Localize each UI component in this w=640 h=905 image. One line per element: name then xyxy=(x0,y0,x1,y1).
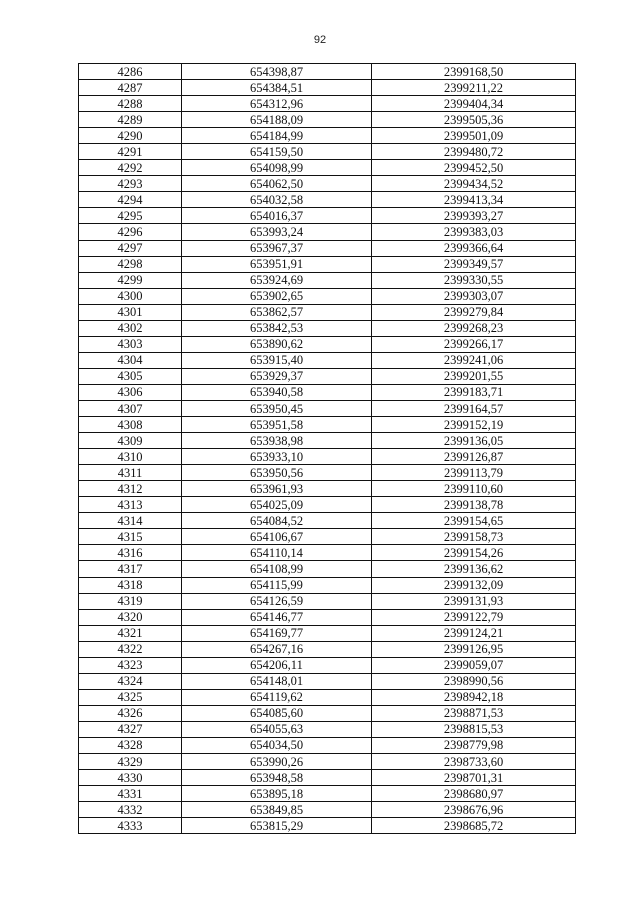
table-row xyxy=(79,192,576,208)
y-coordinate-cell: 2399266,17 xyxy=(372,336,576,352)
table-row xyxy=(79,400,576,416)
y-coordinate-cell: 2399168,50 xyxy=(372,64,576,80)
x-coordinate-cell: 654206,11 xyxy=(182,657,372,673)
x-coordinate-cell: 654159,50 xyxy=(182,144,372,160)
table-row xyxy=(79,513,576,529)
point-number-cell: 4316 xyxy=(79,545,182,561)
x-coordinate-cell: 654055,63 xyxy=(182,721,372,737)
point-number-cell: 4301 xyxy=(79,304,182,320)
point-number-cell: 4330 xyxy=(79,770,182,786)
point-number-cell: 4309 xyxy=(79,433,182,449)
table-row xyxy=(79,705,576,721)
y-coordinate-cell: 2399136,05 xyxy=(372,433,576,449)
x-coordinate-cell: 654126,59 xyxy=(182,593,372,609)
x-coordinate-cell: 654184,99 xyxy=(182,128,372,144)
y-coordinate-cell: 2399505,36 xyxy=(372,112,576,128)
table-row xyxy=(79,770,576,786)
y-coordinate-cell: 2399059,07 xyxy=(372,657,576,673)
table-row xyxy=(79,737,576,753)
y-coordinate-cell: 2399136,62 xyxy=(372,561,576,577)
table-row xyxy=(79,673,576,689)
x-coordinate-cell: 653815,29 xyxy=(182,818,372,834)
x-coordinate-cell: 654085,60 xyxy=(182,705,372,721)
table-row xyxy=(79,304,576,320)
table-row xyxy=(79,352,576,368)
table-row xyxy=(79,176,576,192)
table-row xyxy=(79,144,576,160)
y-coordinate-cell: 2399164,57 xyxy=(372,400,576,416)
table-row xyxy=(79,786,576,802)
point-number-cell: 4296 xyxy=(79,224,182,240)
table-row xyxy=(79,160,576,176)
x-coordinate-cell: 653950,56 xyxy=(182,465,372,481)
x-coordinate-cell: 653915,40 xyxy=(182,352,372,368)
x-coordinate-cell: 653951,58 xyxy=(182,417,372,433)
point-number-cell: 4306 xyxy=(79,384,182,400)
table-row xyxy=(79,609,576,625)
y-coordinate-cell: 2399452,50 xyxy=(372,160,576,176)
x-coordinate-cell: 653993,24 xyxy=(182,224,372,240)
table-row xyxy=(79,449,576,465)
point-number-cell: 4327 xyxy=(79,721,182,737)
coordinates-table xyxy=(78,63,576,834)
y-coordinate-cell: 2398779,98 xyxy=(372,737,576,753)
y-coordinate-cell: 2399126,87 xyxy=(372,449,576,465)
x-coordinate-cell: 654312,96 xyxy=(182,96,372,112)
point-number-cell: 4322 xyxy=(79,641,182,657)
point-number-cell: 4324 xyxy=(79,673,182,689)
table-row xyxy=(79,465,576,481)
table-row xyxy=(79,481,576,497)
x-coordinate-cell: 653895,18 xyxy=(182,786,372,802)
y-coordinate-cell: 2399241,06 xyxy=(372,352,576,368)
point-number-cell: 4315 xyxy=(79,529,182,545)
x-coordinate-cell: 654188,09 xyxy=(182,112,372,128)
y-coordinate-cell: 2399152,19 xyxy=(372,417,576,433)
x-coordinate-cell: 653849,85 xyxy=(182,802,372,818)
x-coordinate-cell: 654384,51 xyxy=(182,80,372,96)
y-coordinate-cell: 2399413,34 xyxy=(372,192,576,208)
x-coordinate-cell: 653902,65 xyxy=(182,288,372,304)
y-coordinate-cell: 2399501,09 xyxy=(372,128,576,144)
x-coordinate-cell: 654108,99 xyxy=(182,561,372,577)
page-number: 92 xyxy=(313,34,327,46)
x-coordinate-cell: 653938,98 xyxy=(182,433,372,449)
point-number-cell: 4326 xyxy=(79,705,182,721)
point-number-cell: 4305 xyxy=(79,368,182,384)
table-row xyxy=(79,64,576,80)
y-coordinate-cell: 2399201,55 xyxy=(372,368,576,384)
point-number-cell: 4328 xyxy=(79,737,182,753)
x-coordinate-cell: 654398,87 xyxy=(182,64,372,80)
point-number-cell: 4303 xyxy=(79,336,182,352)
point-number-cell: 4317 xyxy=(79,561,182,577)
y-coordinate-cell: 2399154,26 xyxy=(372,545,576,561)
point-number-cell: 4287 xyxy=(79,80,182,96)
table-row xyxy=(79,754,576,770)
point-number-cell: 4302 xyxy=(79,320,182,336)
x-coordinate-cell: 654062,50 xyxy=(182,176,372,192)
table-row xyxy=(79,112,576,128)
y-coordinate-cell: 2399279,84 xyxy=(372,304,576,320)
x-coordinate-cell: 653924,69 xyxy=(182,272,372,288)
y-coordinate-cell: 2399110,60 xyxy=(372,481,576,497)
x-coordinate-cell: 653862,57 xyxy=(182,304,372,320)
point-number-cell: 4321 xyxy=(79,625,182,641)
table-row xyxy=(79,433,576,449)
x-coordinate-cell: 653948,58 xyxy=(182,770,372,786)
x-coordinate-cell: 653961,93 xyxy=(182,481,372,497)
x-coordinate-cell: 654146,77 xyxy=(182,609,372,625)
x-coordinate-cell: 653990,26 xyxy=(182,754,372,770)
table-row xyxy=(79,96,576,112)
x-coordinate-cell: 654098,99 xyxy=(182,160,372,176)
x-coordinate-cell: 653940,58 xyxy=(182,384,372,400)
y-coordinate-cell: 2399211,22 xyxy=(372,80,576,96)
y-coordinate-cell: 2399158,73 xyxy=(372,529,576,545)
y-coordinate-cell: 2399131,93 xyxy=(372,593,576,609)
point-number-cell: 4290 xyxy=(79,128,182,144)
point-number-cell: 4304 xyxy=(79,352,182,368)
table-row xyxy=(79,368,576,384)
point-number-cell: 4325 xyxy=(79,689,182,705)
y-coordinate-cell: 2399183,71 xyxy=(372,384,576,400)
y-coordinate-cell: 2398733,60 xyxy=(372,754,576,770)
point-number-cell: 4289 xyxy=(79,112,182,128)
table-row xyxy=(79,288,576,304)
y-coordinate-cell: 2399434,52 xyxy=(372,176,576,192)
x-coordinate-cell: 654115,99 xyxy=(182,577,372,593)
point-number-cell: 4319 xyxy=(79,593,182,609)
y-coordinate-cell: 2399393,27 xyxy=(372,208,576,224)
point-number-cell: 4299 xyxy=(79,272,182,288)
x-coordinate-cell: 654148,01 xyxy=(182,673,372,689)
point-number-cell: 4292 xyxy=(79,160,182,176)
y-coordinate-cell: 2398942,18 xyxy=(372,689,576,705)
y-coordinate-cell: 2399124,21 xyxy=(372,625,576,641)
table-row xyxy=(79,417,576,433)
point-number-cell: 4323 xyxy=(79,657,182,673)
x-coordinate-cell: 654016,37 xyxy=(182,208,372,224)
x-coordinate-cell: 653933,10 xyxy=(182,449,372,465)
point-number-cell: 4331 xyxy=(79,786,182,802)
point-number-cell: 4295 xyxy=(79,208,182,224)
x-coordinate-cell: 653950,45 xyxy=(182,400,372,416)
point-number-cell: 4332 xyxy=(79,802,182,818)
point-number-cell: 4294 xyxy=(79,192,182,208)
y-coordinate-cell: 2398676,96 xyxy=(372,802,576,818)
y-coordinate-cell: 2399268,23 xyxy=(372,320,576,336)
point-number-cell: 4320 xyxy=(79,609,182,625)
y-coordinate-cell: 2398815,53 xyxy=(372,721,576,737)
table-row xyxy=(79,545,576,561)
y-coordinate-cell: 2398685,72 xyxy=(372,818,576,834)
point-number-cell: 4297 xyxy=(79,240,182,256)
table-row xyxy=(79,593,576,609)
x-coordinate-cell: 654034,50 xyxy=(182,737,372,753)
point-number-cell: 4310 xyxy=(79,449,182,465)
coordinates-table-body xyxy=(79,64,576,834)
x-coordinate-cell: 654267,16 xyxy=(182,641,372,657)
y-coordinate-cell: 2399366,64 xyxy=(372,240,576,256)
y-coordinate-cell: 2399138,78 xyxy=(372,497,576,513)
x-coordinate-cell: 654032,58 xyxy=(182,192,372,208)
x-coordinate-cell: 653890,62 xyxy=(182,336,372,352)
y-coordinate-cell: 2398871,53 xyxy=(372,705,576,721)
y-coordinate-cell: 2399154,65 xyxy=(372,513,576,529)
y-coordinate-cell: 2398680,97 xyxy=(372,786,576,802)
y-coordinate-cell: 2399383,03 xyxy=(372,224,576,240)
table-row xyxy=(79,336,576,352)
x-coordinate-cell: 654084,52 xyxy=(182,513,372,529)
table-row xyxy=(79,818,576,834)
point-number-cell: 4307 xyxy=(79,400,182,416)
table-row xyxy=(79,272,576,288)
table-row xyxy=(79,721,576,737)
table-row xyxy=(79,80,576,96)
point-number-cell: 4308 xyxy=(79,417,182,433)
y-coordinate-cell: 2398990,56 xyxy=(372,673,576,689)
x-coordinate-cell: 654106,67 xyxy=(182,529,372,545)
table-row xyxy=(79,689,576,705)
table-row xyxy=(79,128,576,144)
y-coordinate-cell: 2399303,07 xyxy=(372,288,576,304)
x-coordinate-cell: 653929,37 xyxy=(182,368,372,384)
y-coordinate-cell: 2399349,57 xyxy=(372,256,576,272)
y-coordinate-cell: 2398701,31 xyxy=(372,770,576,786)
table-row xyxy=(79,657,576,673)
x-coordinate-cell: 653951,91 xyxy=(182,256,372,272)
x-coordinate-cell: 654119,62 xyxy=(182,689,372,705)
table-row xyxy=(79,497,576,513)
x-coordinate-cell: 653842,53 xyxy=(182,320,372,336)
x-coordinate-cell: 653967,37 xyxy=(182,240,372,256)
point-number-cell: 4288 xyxy=(79,96,182,112)
x-coordinate-cell: 654110,14 xyxy=(182,545,372,561)
point-number-cell: 4318 xyxy=(79,577,182,593)
point-number-cell: 4311 xyxy=(79,465,182,481)
y-coordinate-cell: 2399132,09 xyxy=(372,577,576,593)
y-coordinate-cell: 2399113,79 xyxy=(372,465,576,481)
table-row xyxy=(79,641,576,657)
point-number-cell: 4298 xyxy=(79,256,182,272)
y-coordinate-cell: 2399404,34 xyxy=(372,96,576,112)
table-row xyxy=(79,256,576,272)
point-number-cell: 4300 xyxy=(79,288,182,304)
point-number-cell: 4291 xyxy=(79,144,182,160)
x-coordinate-cell: 654025,09 xyxy=(182,497,372,513)
table-row xyxy=(79,320,576,336)
table-row xyxy=(79,529,576,545)
point-number-cell: 4314 xyxy=(79,513,182,529)
table-row xyxy=(79,577,576,593)
y-coordinate-cell: 2399126,95 xyxy=(372,641,576,657)
x-coordinate-cell: 654169,77 xyxy=(182,625,372,641)
point-number-cell: 4293 xyxy=(79,176,182,192)
y-coordinate-cell: 2399480,72 xyxy=(372,144,576,160)
table-row xyxy=(79,240,576,256)
table-row xyxy=(79,561,576,577)
point-number-cell: 4313 xyxy=(79,497,182,513)
y-coordinate-cell: 2399122,79 xyxy=(372,609,576,625)
table-row xyxy=(79,802,576,818)
table-row xyxy=(79,224,576,240)
table-row xyxy=(79,208,576,224)
point-number-cell: 4312 xyxy=(79,481,182,497)
table-row xyxy=(79,384,576,400)
point-number-cell: 4333 xyxy=(79,818,182,834)
table-row xyxy=(79,625,576,641)
point-number-cell: 4329 xyxy=(79,754,182,770)
point-number-cell: 4286 xyxy=(79,64,182,80)
y-coordinate-cell: 2399330,55 xyxy=(372,272,576,288)
